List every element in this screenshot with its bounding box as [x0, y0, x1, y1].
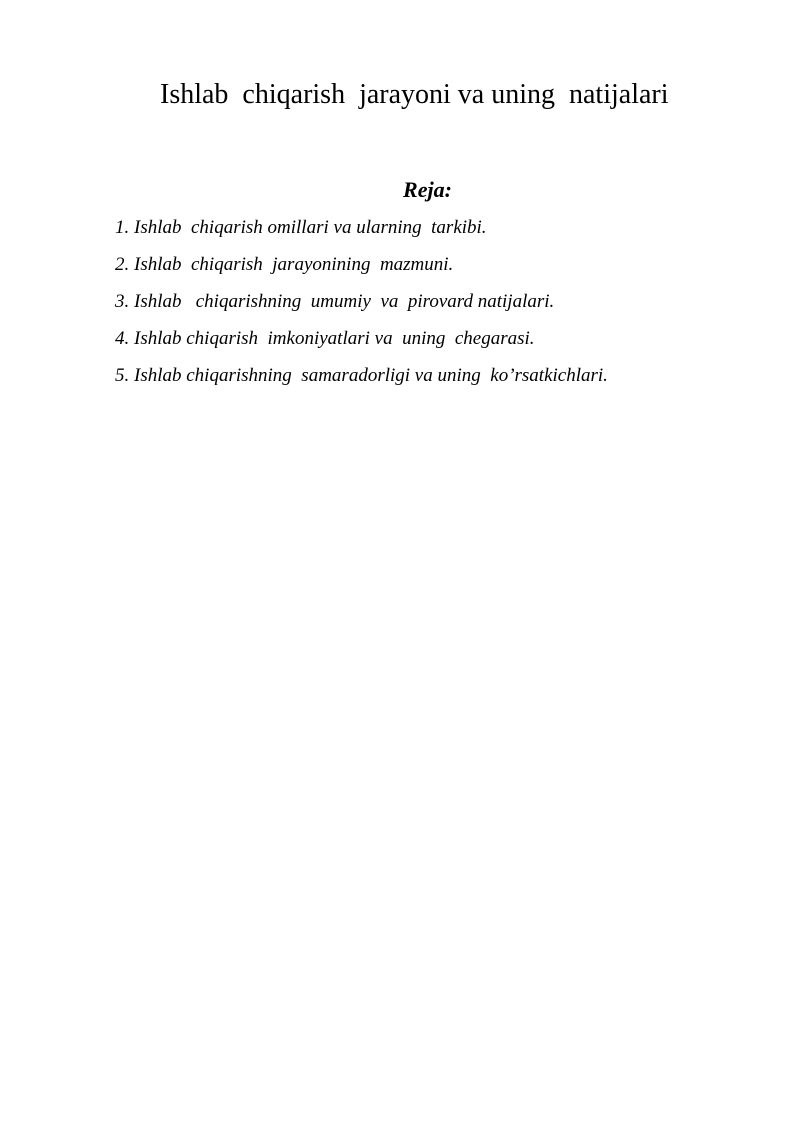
- plan-item-4: 4. Ishlab chiqarish imkoniyatlari va uning chegarasi.: [115, 328, 535, 349]
- plan-list: [115, 216, 755, 401]
- plan-heading: Reja:: [403, 177, 452, 202]
- plan-item-1: 1. Ishlab chiqarish omillari va ularning tarkibi.: [115, 217, 487, 238]
- document-title: Ishlab chiqarish jarayoni va uning natijalari: [160, 79, 669, 110]
- plan-item-3: 3. Ishlab chiqarishning umumiy va pirovard natijalari.: [115, 291, 555, 312]
- plan-item-2: 2. Ishlab chiqarish jarayonining mazmuni.: [115, 254, 454, 275]
- plan-item-5: 5. Ishlab chiqarishning samaradorligi va uning ko’rsatkichlari.: [115, 365, 608, 386]
